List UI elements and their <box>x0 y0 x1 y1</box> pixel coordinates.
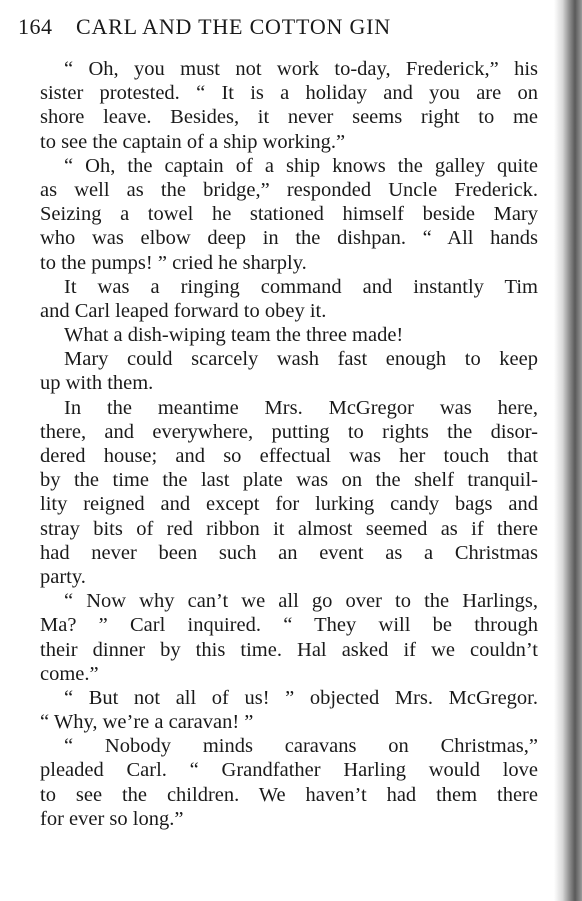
text-line: had never been such an event as a Christmas <box>40 541 538 564</box>
text-line: to see the children. We haven’t had them there <box>40 783 538 806</box>
running-head: CARL AND THE COTTON GIN <box>76 14 391 39</box>
text-line: In the meantime Mrs. McGregor was here, <box>64 396 538 419</box>
text-line: pleaded Carl. “ Grandfather Harling would love <box>40 759 538 782</box>
text-line: dered house; and so effectual was her touch that <box>40 445 538 467</box>
text-line: there, and everywhere, putting to rights the disor- <box>40 420 538 443</box>
text-line: shore leave. Besides, it never seems right to me <box>40 106 538 129</box>
text-line: “ Oh, you must not work to-day, Frederick,” his <box>64 58 538 80</box>
text-line: Mary could scarcely wash fast enough to keep <box>64 348 538 371</box>
text-line: “ Now why can’t we all go over to the Harlings, <box>64 590 538 613</box>
text-line: come.” <box>40 662 99 685</box>
page-header <box>18 14 538 46</box>
text-line: their dinner by this time. Hal asked if we couldn’t <box>40 638 538 661</box>
text-line: who was elbow deep in the dishpan. “ All hands <box>40 227 538 250</box>
body-text <box>40 57 538 831</box>
text-line: up with them. <box>40 372 154 395</box>
text-line: sister protested. “ It is a holiday and you are on <box>40 82 538 105</box>
text-line: and Carl leaped forward to obey it. <box>40 299 327 322</box>
text-line: It was a ringing command and instantly Tim <box>64 275 538 298</box>
text-line: “ Nobody minds caravans on Christmas,” <box>64 735 538 758</box>
text-line: Ma? ” Carl inquired. “ They will be through <box>40 614 538 637</box>
text-line: as well as the bridge,” responded Uncle Frederick. <box>40 178 538 201</box>
text-line: to the pumps! ” cried he sharply. <box>40 251 307 274</box>
text-line: “ Why, we’re a caravan! ” <box>40 711 254 734</box>
text-line: “ But not all of us! ” objected Mrs. McGregor. <box>64 686 538 709</box>
text-line: for ever so long.” <box>40 807 184 830</box>
page-edge-shadow <box>554 0 582 901</box>
page-number: 164 <box>18 14 53 39</box>
text-line: lity reigned and except for lurking candy bags and <box>40 493 538 516</box>
text-line: What a dish-wiping team the three made! <box>64 324 404 347</box>
text-line: to see the captain of a ship working.” <box>40 130 346 153</box>
text-line: party. <box>40 565 86 588</box>
text-line: “ Oh, the captain of a ship knows the galley quite <box>64 154 538 177</box>
text-line: Seizing a towel he stationed himself beside Mary <box>40 203 538 226</box>
text-line: by the time the last plate was on the shelf tranquil- <box>40 469 538 492</box>
text-line: stray bits of red ribbon it almost seemed as if there <box>40 517 538 540</box>
